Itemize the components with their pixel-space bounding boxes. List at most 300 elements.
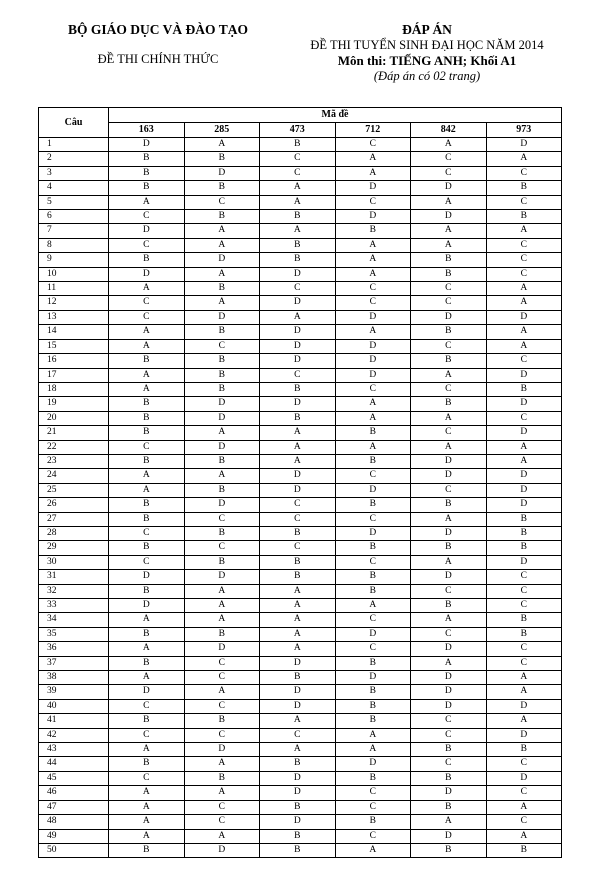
answer-cell: A [260, 426, 336, 440]
answer-cell: B [260, 800, 336, 814]
answer-cell: D [184, 397, 260, 411]
answer-cell: C [335, 829, 411, 843]
answer-cell: D [184, 570, 260, 584]
answer-cell: C [184, 656, 260, 670]
answer-cell: B [260, 843, 336, 857]
table-row [39, 627, 562, 641]
answer-cell: C [486, 411, 562, 425]
answer-cell: C [486, 584, 562, 598]
answer-cell: A [260, 181, 336, 195]
answer-cell: A [184, 267, 260, 281]
answer-cell: B [335, 570, 411, 584]
question-number: 18 [39, 382, 109, 396]
answer-cell: C [335, 296, 411, 310]
question-number: 14 [39, 325, 109, 339]
question-number: 32 [39, 584, 109, 598]
answer-cell: C [109, 296, 185, 310]
answer-cell: B [260, 570, 336, 584]
answer-cell: C [260, 512, 336, 526]
answer-cell: A [260, 584, 336, 598]
answer-cell: D [184, 166, 260, 180]
answer-cell: A [109, 743, 185, 757]
answer-cell: C [411, 757, 487, 771]
answer-cell: D [260, 325, 336, 339]
answer-cell: D [260, 267, 336, 281]
answer-cell: D [411, 685, 487, 699]
answer-cell: D [260, 483, 336, 497]
answer-cell: B [486, 743, 562, 757]
table-row [39, 397, 562, 411]
answer-cell: C [109, 555, 185, 569]
question-number: 42 [39, 728, 109, 742]
answer-cell: B [109, 397, 185, 411]
answer-cell: D [486, 771, 562, 785]
question-number: 48 [39, 815, 109, 829]
answer-cell: A [335, 397, 411, 411]
answer-cell: A [486, 152, 562, 166]
answer-cell: C [335, 786, 411, 800]
answer-cell: A [109, 368, 185, 382]
answer-cell: A [411, 656, 487, 670]
answer-cell: C [335, 613, 411, 627]
answer-cell: A [260, 224, 336, 238]
table-row [39, 800, 562, 814]
answer-cell: C [335, 382, 411, 396]
question-number: 23 [39, 454, 109, 468]
answer-cell: C [486, 757, 562, 771]
answer-cell: B [109, 512, 185, 526]
table-row [39, 526, 562, 540]
answer-cell: D [109, 138, 185, 152]
answer-cell: D [411, 526, 487, 540]
answer-cell: B [109, 498, 185, 512]
answer-cell: A [335, 411, 411, 425]
answer-cell: B [411, 800, 487, 814]
answer-cell: D [335, 354, 411, 368]
answer-cell: D [335, 310, 411, 324]
question-number: 39 [39, 685, 109, 699]
table-row [39, 454, 562, 468]
answer-cell: B [411, 498, 487, 512]
answer-cell: B [109, 656, 185, 670]
answer-cell: B [486, 613, 562, 627]
answer-cell: D [260, 354, 336, 368]
answer-cell: D [260, 656, 336, 670]
question-number: 7 [39, 224, 109, 238]
answer-cell: B [486, 843, 562, 857]
answer-cell: B [335, 685, 411, 699]
answer-cell: B [184, 325, 260, 339]
answer-cell: A [486, 440, 562, 454]
table-row [39, 325, 562, 339]
answer-cell: B [486, 627, 562, 641]
answer-cell: B [411, 599, 487, 613]
answer-cell: B [260, 411, 336, 425]
answer-cell: A [486, 671, 562, 685]
header-left [48, 22, 268, 67]
answer-cell: B [109, 454, 185, 468]
table-row [39, 267, 562, 281]
table-row [39, 253, 562, 267]
subject-line: Môn thi: TIẾNG ANH; Khối A1 [337, 53, 517, 68]
answer-cell: B [260, 555, 336, 569]
answer-cell: B [260, 238, 336, 252]
question-number: 1 [39, 138, 109, 152]
answer-cell: D [260, 397, 336, 411]
table-row [39, 138, 562, 152]
answer-cell: B [184, 454, 260, 468]
answer-cell: B [260, 829, 336, 843]
answer-cell: A [109, 339, 185, 353]
answer-cell: A [411, 238, 487, 252]
question-number: 43 [39, 743, 109, 757]
official-exam-label: ĐỀ THI CHÍNH THỨC [97, 52, 219, 66]
table-row [39, 166, 562, 180]
question-number: 49 [39, 829, 109, 843]
answer-cell: B [109, 757, 185, 771]
answer-cell: D [184, 411, 260, 425]
answer-cell: C [411, 426, 487, 440]
question-number: 50 [39, 843, 109, 857]
question-number: 35 [39, 627, 109, 641]
question-number: 13 [39, 310, 109, 324]
answer-cell: A [335, 728, 411, 742]
exam-name: ĐỀ THI TUYỂN SINH ĐẠI HỌC NĂM 2014 [310, 38, 544, 52]
answer-cell: C [260, 728, 336, 742]
answer-cell: C [411, 627, 487, 641]
answer-cell: A [109, 642, 185, 656]
answer-cell: A [335, 238, 411, 252]
answer-cell: C [411, 339, 487, 353]
answer-cell: D [486, 728, 562, 742]
answer-cell: C [184, 815, 260, 829]
answer-cell: C [184, 339, 260, 353]
answer-cell: C [335, 555, 411, 569]
answer-cell: D [260, 296, 336, 310]
answer-cell: C [411, 152, 487, 166]
answer-cell: D [411, 454, 487, 468]
exam-code-header: 973 [486, 123, 562, 138]
answer-cell: B [411, 325, 487, 339]
answer-cell: B [260, 253, 336, 267]
table-row [39, 310, 562, 324]
table-row [39, 238, 562, 252]
answer-cell: A [411, 555, 487, 569]
answer-cell: D [260, 786, 336, 800]
question-number: 9 [39, 253, 109, 267]
table-row [39, 815, 562, 829]
answer-cell: B [260, 210, 336, 224]
question-number: 3 [39, 166, 109, 180]
answer-cell: D [486, 483, 562, 497]
answer-cell: A [486, 325, 562, 339]
table-row [39, 757, 562, 771]
answer-cell: D [411, 829, 487, 843]
answer-cell: C [486, 656, 562, 670]
exam-code-header: 163 [109, 123, 185, 138]
table-row [39, 195, 562, 209]
answer-cell: B [184, 282, 260, 296]
answer-cell: D [335, 181, 411, 195]
table-row [39, 368, 562, 382]
question-number: 21 [39, 426, 109, 440]
table-row [39, 296, 562, 310]
answer-cell: D [184, 642, 260, 656]
answer-cell: D [486, 138, 562, 152]
answer-cell: D [109, 267, 185, 281]
answer-cell: C [411, 483, 487, 497]
table-row [39, 440, 562, 454]
answer-cell: C [486, 815, 562, 829]
answer-cell: A [486, 282, 562, 296]
table-row [39, 656, 562, 670]
answer-cell: A [184, 584, 260, 598]
table-row [39, 210, 562, 224]
answer-cell: C [260, 498, 336, 512]
question-number: 10 [39, 267, 109, 281]
answer-cell: B [184, 714, 260, 728]
answer-cell: C [109, 526, 185, 540]
answer-cell: A [109, 786, 185, 800]
answer-cell: A [335, 253, 411, 267]
answer-cell: C [109, 210, 185, 224]
answer-cell: D [486, 426, 562, 440]
answer-cell: A [260, 454, 336, 468]
answer-cell: C [184, 195, 260, 209]
table-row [39, 512, 562, 526]
answer-cell: A [411, 368, 487, 382]
answer-cell: A [486, 296, 562, 310]
table-row [39, 152, 562, 166]
answer-cell: B [260, 526, 336, 540]
answer-cell: C [184, 800, 260, 814]
answer-cell: B [109, 541, 185, 555]
table-row [39, 829, 562, 843]
answer-cell: A [109, 382, 185, 396]
answer-cell: C [486, 253, 562, 267]
answer-cell: D [335, 671, 411, 685]
answer-cell: C [335, 512, 411, 526]
answer-cell: A [486, 685, 562, 699]
answer-cell: C [109, 310, 185, 324]
answer-cell: B [184, 368, 260, 382]
answer-cell: B [486, 526, 562, 540]
answer-cell: A [184, 685, 260, 699]
answer-cell: A [335, 440, 411, 454]
answer-cell: C [486, 166, 562, 180]
table-row [39, 699, 562, 713]
question-number: 15 [39, 339, 109, 353]
question-number: 28 [39, 526, 109, 540]
answer-cell: A [411, 224, 487, 238]
question-number: 30 [39, 555, 109, 569]
answer-cell: B [109, 411, 185, 425]
answer-cell: A [184, 599, 260, 613]
answer-cell: B [109, 181, 185, 195]
question-number: 47 [39, 800, 109, 814]
answer-cell: B [335, 714, 411, 728]
answer-title: ĐÁP ÁN [402, 22, 452, 37]
answer-cell: B [335, 224, 411, 238]
table-row [39, 642, 562, 656]
answer-cell: A [184, 224, 260, 238]
answer-cell: A [109, 325, 185, 339]
answer-cell: A [335, 599, 411, 613]
answer-cell: C [411, 714, 487, 728]
header-right [282, 22, 572, 84]
answer-cell: A [411, 195, 487, 209]
answer-cell: B [260, 671, 336, 685]
question-number: 24 [39, 469, 109, 483]
table-row [39, 339, 562, 353]
answer-cell: A [260, 310, 336, 324]
exam-code-header: 473 [260, 123, 336, 138]
answer-cell: B [486, 382, 562, 396]
answer-cell: A [109, 829, 185, 843]
answer-cell: C [335, 195, 411, 209]
question-number: 38 [39, 671, 109, 685]
answer-cell: A [184, 786, 260, 800]
table-row [39, 728, 562, 742]
answer-cell: A [184, 829, 260, 843]
answer-cell: D [411, 210, 487, 224]
table-row [39, 282, 562, 296]
answer-cell: A [335, 325, 411, 339]
answer-cell: C [335, 138, 411, 152]
answer-cell: A [486, 224, 562, 238]
question-number: 37 [39, 656, 109, 670]
answer-cell: A [109, 613, 185, 627]
answer-cell: B [411, 843, 487, 857]
answer-cell: A [411, 815, 487, 829]
answer-cell: D [335, 526, 411, 540]
question-number: 33 [39, 599, 109, 613]
answer-cell: B [411, 743, 487, 757]
answer-cell: B [184, 526, 260, 540]
answer-cell: A [184, 138, 260, 152]
answer-cell: D [109, 685, 185, 699]
answer-cell: D [260, 815, 336, 829]
answer-cell: C [411, 282, 487, 296]
answer-cell: C [411, 382, 487, 396]
answer-cell: D [486, 469, 562, 483]
answer-cell: D [260, 685, 336, 699]
answer-cell: A [335, 843, 411, 857]
table-header-row [39, 108, 562, 123]
answer-cell: A [335, 152, 411, 166]
answer-cell: B [109, 253, 185, 267]
question-number: 12 [39, 296, 109, 310]
answer-cell: A [260, 599, 336, 613]
answer-cell: A [184, 238, 260, 252]
answer-cell: B [109, 714, 185, 728]
answer-cell: A [335, 166, 411, 180]
answer-cell: C [184, 728, 260, 742]
ministry-name: BỘ GIÁO DỤC VÀ ĐÀO TẠO [68, 22, 248, 37]
answer-cell: C [335, 469, 411, 483]
question-number: 5 [39, 195, 109, 209]
answer-cell: C [260, 282, 336, 296]
answer-cell: C [486, 786, 562, 800]
table-row [39, 671, 562, 685]
answer-cell: B [184, 382, 260, 396]
answer-cell: A [486, 714, 562, 728]
answer-cell: B [184, 483, 260, 497]
answer-cell: B [335, 584, 411, 598]
answer-cell: C [486, 354, 562, 368]
answer-cell: C [486, 238, 562, 252]
answer-cell: B [335, 699, 411, 713]
exam-code-header: 285 [184, 123, 260, 138]
answer-cell: D [109, 224, 185, 238]
table-row [39, 743, 562, 757]
answer-cell: D [184, 253, 260, 267]
answer-cell: B [184, 152, 260, 166]
answer-cell: C [411, 166, 487, 180]
table-row [39, 411, 562, 425]
answer-cell: D [411, 642, 487, 656]
answer-cell: A [411, 440, 487, 454]
answer-cell: D [184, 743, 260, 757]
table-row [39, 483, 562, 497]
question-number: 29 [39, 541, 109, 555]
answer-cell: C [335, 800, 411, 814]
answer-cell: B [335, 656, 411, 670]
answer-cell: C [335, 282, 411, 296]
table-row [39, 613, 562, 627]
answer-cell: D [411, 786, 487, 800]
answer-cell: B [411, 771, 487, 785]
answer-cell: D [486, 555, 562, 569]
answer-cell: D [411, 469, 487, 483]
question-number: 44 [39, 757, 109, 771]
table-row [39, 541, 562, 555]
table-row [39, 426, 562, 440]
answer-cell: D [411, 310, 487, 324]
answer-cell: B [109, 166, 185, 180]
question-number: 2 [39, 152, 109, 166]
answer-cell: D [411, 699, 487, 713]
answer-cell: C [335, 642, 411, 656]
answer-cell: B [109, 584, 185, 598]
table-row [39, 382, 562, 396]
question-number: 17 [39, 368, 109, 382]
answer-cell: C [486, 195, 562, 209]
answer-cell: C [260, 368, 336, 382]
answer-cell: B [335, 815, 411, 829]
answer-cell: D [486, 397, 562, 411]
answer-table [38, 107, 562, 858]
answer-cell: B [411, 397, 487, 411]
table-row [39, 181, 562, 195]
answer-cell: A [411, 613, 487, 627]
question-number: 6 [39, 210, 109, 224]
answer-cell: C [184, 541, 260, 555]
answer-cell: A [109, 195, 185, 209]
answer-cell: D [486, 368, 562, 382]
answer-cell: A [411, 411, 487, 425]
answer-cell: C [109, 440, 185, 454]
answer-cell: D [335, 210, 411, 224]
answer-cell: B [184, 627, 260, 641]
answer-cell: D [109, 599, 185, 613]
answer-cell: A [109, 469, 185, 483]
answer-cell: D [335, 339, 411, 353]
answer-cell: C [411, 584, 487, 598]
question-number: 46 [39, 786, 109, 800]
answer-cell: B [486, 512, 562, 526]
answer-cell: D [486, 498, 562, 512]
